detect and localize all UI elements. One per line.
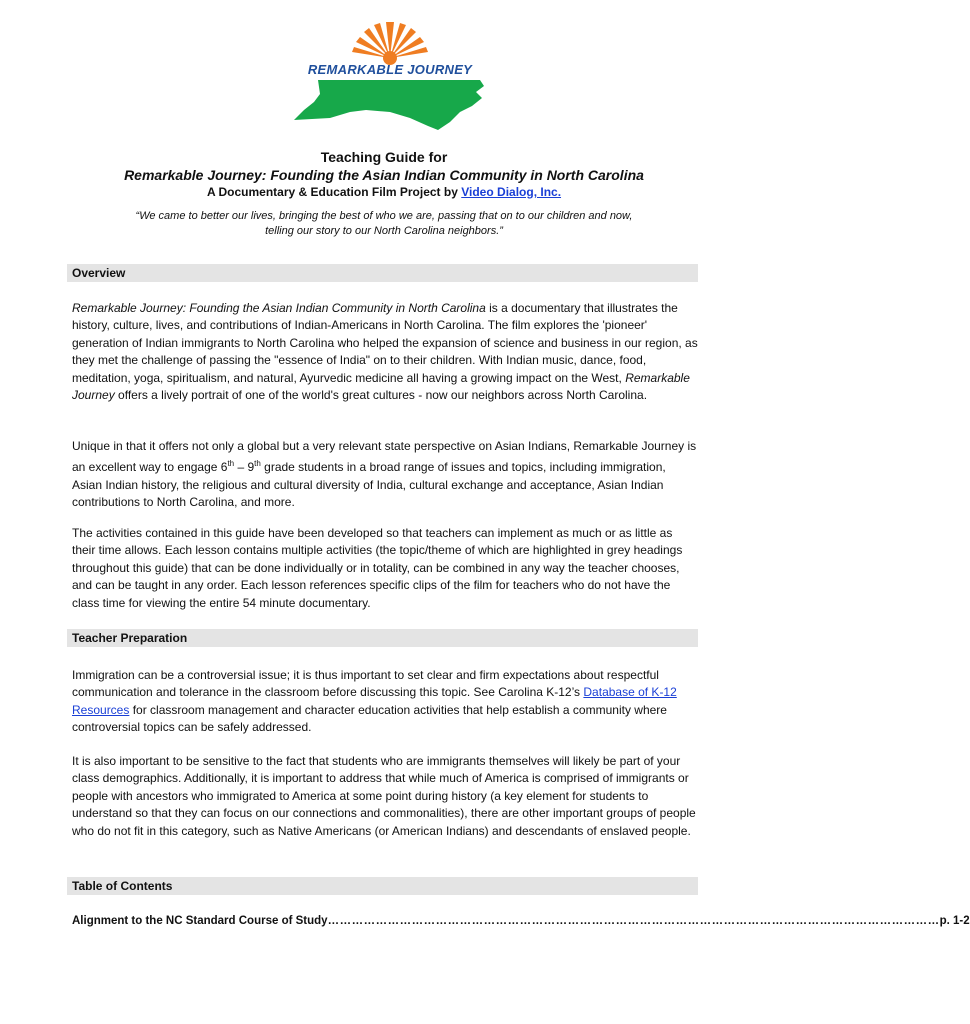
toc-item[interactable] xyxy=(72,913,970,930)
film-line-prefix: A Documentary & Education Film Project by xyxy=(206,185,462,199)
epigraph-quote xyxy=(72,209,696,239)
quote-line-2: telling our story to our North Carolina neighbors.” xyxy=(265,225,503,237)
film-title-italic: Remarkable Journey: Founding the Asian Indian Community in North Carolina xyxy=(72,301,486,315)
teacher-prep-paragraph-2: It is also important to be sensitive to the fact that students who are immigrants themselves will likely be part of your class demographics. Additionally, it is important to address that while much of America is comprised of immigrants or people with ancestors who immigrated to America at some point during history (a key element for students to understand so that they can focus on our connections and commonalities), there are other important groups of people who do not fit in this category, such as Native Americans (or American Indians) and descendants of enslaved people. xyxy=(72,754,696,838)
logo-graphic xyxy=(290,22,490,132)
quote-line-1: “We came to better our lives, bringing the best of who we are, passing that on to our children and now, xyxy=(135,210,633,222)
toc-leader-dots: ……………………………………………………………………………………………………………………………………… xyxy=(327,915,940,927)
table-of-contents-heading: Table of Contents xyxy=(67,877,698,895)
page-subtitle: Remarkable Journey: Founding the Asian Indian Community in North Carolina xyxy=(124,167,644,183)
overview-paragraph-2: Unique in that it offers not only a global but a very relevant state perspective on Asian Indians, Remarkable Journey is an excellent way to engage 6th – 9th grade students in a broad range of issues and topics, including immigration, Asian Indian history, the religious and cultural diversity of India, cultural exchange and acceptance, Asian Indian contributions to North Carolina, and more. xyxy=(72,439,697,510)
teacher-preparation-heading: Teacher Preparation xyxy=(67,629,698,647)
title-block xyxy=(72,148,696,239)
overview-heading: Overview xyxy=(67,264,698,282)
north-carolina-map-icon xyxy=(294,80,484,130)
logo-text: REMARKABLE JOURNEY xyxy=(307,62,473,77)
overview-paragraph-1: Remarkable Journey: Founding the Asian Indian Community in North Carolina is a documentary that illustrates the history, culture, lives, and contributions of Indian-Americans in North Carolina. The film explores the 'pioneer' generation of Indian immigrants to North Carolina who helped the expansion of science and business in our region, as they met the challenge of passing the "essence of India" on to their children. With Indian music, dance, food, meditation, yoga, spiritualism, and natural, Ayurvedic medicine all having a growing impact on the West, Remarkable Journey offers a lively portrait of one of the world's great cultures - now our neighbors across North Carolina. xyxy=(72,301,698,403)
toc-item-page: p. 1-2 xyxy=(939,915,970,927)
video-dialog-link[interactable]: Video Dialog, Inc. xyxy=(461,185,562,199)
database-k12-resources-link[interactable]: Database of K-12 Resources xyxy=(72,685,677,717)
remarkable-journey-logo xyxy=(290,22,490,132)
film-project-line xyxy=(72,184,696,201)
sun-icon xyxy=(350,16,430,65)
overview-paragraph-3: The activities contained in this guide have been developed so that teachers can implement as much or as little as their time allows. Each lesson contains multiple activities (the topic/theme of which are highlighted in grey headings throughout this guide) that can be done individually or in totality, can be combined in any way the teacher chooses, and can be taught in any order. Each lesson references specific clips of the film for teachers who do not have the class time for viewing the entire 54 minute documentary. xyxy=(72,526,683,610)
page-title: Teaching Guide for xyxy=(320,149,448,165)
toc-item-label: Alignment to the NC Standard Course of Study xyxy=(72,915,328,927)
teacher-prep-paragraph-1: Immigration can be a controversial issue; it is thus important to set clear and firm expectations about respectful communication and tolerance in the classroom before discussing this topic. See Carolina K-12’s Database of K-12 Resources for classroom management and character education activities that help establish a community where controversial topics can be safely addressed. xyxy=(72,668,677,735)
